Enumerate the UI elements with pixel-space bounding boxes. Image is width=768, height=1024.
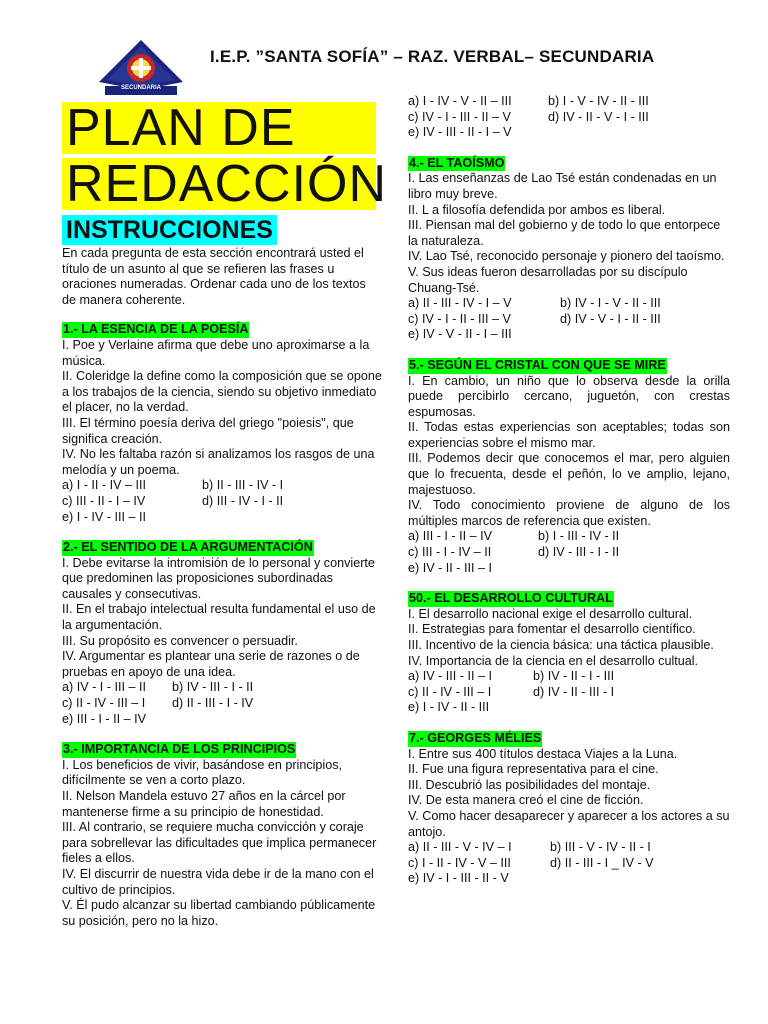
question-heading: 3.- IMPORTANCIA DE LOS PRINCIPIOS (63, 742, 296, 757)
option: e) III - I - II – IV (62, 711, 146, 726)
option: b) IV - I - V - II - III (560, 296, 661, 311)
option: e) IV - I - III - II - V (408, 871, 509, 886)
option: c) I - II - IV - V – III (408, 855, 511, 870)
statement: I. Poe y Verlaine afirma que debe uno aproximarse a la música. (62, 337, 370, 368)
answer-options (408, 840, 730, 887)
option: c) IV - I - III - II – V (408, 109, 511, 124)
statement: IV. Todo conocimiento proviene de alguno de los múltiples marcos de referencia que existen. (408, 498, 730, 528)
option: d) II - III - I - IV (172, 696, 254, 711)
option: a) II - III - IV - I – V (408, 296, 512, 311)
statement: III. Piensan mal del gobierno y de todo lo que entorpece la naturaleza. (408, 218, 721, 248)
option: d) IV - II - V - I - III (548, 109, 649, 124)
option: a) I - II - IV – III (62, 478, 146, 493)
question-heading: 1.- LA ESENCIA DE LA POESÍA (63, 322, 249, 337)
option: d) IV - II - III - I (533, 684, 615, 699)
answer-options (408, 94, 730, 141)
statement: II. Nelson Mandela estuvo 27 años en la cárcel por mantenerse firme a su principio de honestidad. (62, 789, 346, 819)
option: a) IV - I - III – II (62, 680, 146, 695)
title-line-1: PLAN DE (62, 102, 376, 154)
option: b) IV - III - I - II (172, 680, 254, 695)
option: a) III - I - II – IV (408, 529, 492, 544)
statement: IV. Argumentar es plantear una serie de razones o de pruebas en apoyo de una idea. (62, 649, 360, 679)
question-5 (408, 343, 730, 576)
answer-options (62, 478, 382, 525)
statement: IV. De esta manera creó el cine de ficción. (408, 793, 644, 808)
question-heading: 7.- GEORGES MÉLIES (409, 730, 542, 745)
option: c) II - IV - III – I (408, 684, 492, 699)
statement: IV. Importancia de la ciencia en el desarrollo cultual. (408, 653, 699, 668)
question-3 (62, 727, 382, 929)
option: e) IV - II - III – I (408, 560, 492, 575)
option: d) IV - V - I - II - III (560, 311, 661, 326)
question-6 (408, 576, 730, 716)
question-4 (408, 141, 730, 343)
option: b) III - V - IV - II - I (550, 840, 651, 855)
instructions-heading: INSTRUCCIONES (62, 215, 277, 245)
question-heading: 5.- SEGÚN EL CRISTAL CON QUE SE MIRE (409, 357, 666, 372)
answer-options (408, 529, 730, 576)
option: d) IV - III - I - II (538, 545, 620, 560)
question-7 (408, 716, 730, 887)
option: e) IV - III - II - I – V (408, 125, 512, 140)
statement: V. Sus ideas fueron desarrolladas por su discípulo Chuang-Tsé. (408, 264, 688, 295)
statement: V. Como hacer desaparecer y aparecer a los actores a su antojo. (408, 808, 730, 839)
title-line-2: REDACCIÓN (62, 158, 376, 210)
statement: II. Fue una figura representativa para el cine. (408, 762, 659, 777)
left-column (62, 246, 382, 929)
question-heading: 50.- EL DESARROLLO CULTURAL (409, 591, 613, 606)
statement: IV. El discurrir de nuestra vida debe ir de la mano con el cultivo de principios. (62, 866, 374, 897)
option: d) III - IV - I - II (202, 493, 284, 508)
option: a) IV - III - II – I (408, 669, 492, 684)
option: a) II - III - V - IV – I (408, 840, 512, 855)
statement: III. Podemos decir que conocemos el mar, pero alguien que lo frecuenta, desde el peñón, lo ve amplio, lejano, majestuoso. (408, 451, 730, 497)
question-2 (62, 525, 382, 727)
right-column (408, 94, 730, 887)
option: e) I - IV - II - III (408, 700, 490, 715)
instructions-text: En cada pregunta de esta sección encontrará usted el título de un asunto al que se refieren las frases u oraciones numeradas. Ordenar cada uno de los textos de manera coherente. (62, 246, 366, 307)
statement: III. El término poesía deriva del griego "poiesis", que significa creación. (62, 415, 354, 446)
question-heading: 2.- EL SENTIDO DE LA ARGUMENTACIÓN (63, 540, 313, 555)
statement: III. Descubrió las posibilidades del montaje. (408, 777, 651, 792)
option: d) II - III - I _ IV - V (550, 855, 654, 870)
answer-options (62, 680, 382, 727)
statement: IV. No les faltaba razón si analizamos los rasgos de una melodía y un poema. (62, 447, 375, 477)
statement: II. En el trabajo intelectual resulta fundamental el uso de la argumentación. (62, 602, 376, 633)
statement: I. Las enseñanzas de Lao Tsé están condenadas en un libro muy breve. (408, 171, 717, 201)
logo-label: SECUNDARIA (120, 85, 161, 91)
option: c) III - I - IV – II (408, 545, 492, 560)
statement: II. Estrategias para fomentar el desarrollo científico. (408, 622, 696, 637)
statement: V. Él pudo alcanzar su libertad cambiando públicamente su posición, pero no la hizo. (62, 898, 376, 928)
statement: III. Al contrario, se requiere mucha convicción y coraje para sobrellevar las dificultades que implica permanecer fieles a ellos. (62, 820, 377, 866)
statement: I. El desarrollo nacional exige el desarrollo cultural. (408, 606, 693, 621)
option: b) I - III - IV - II (538, 529, 620, 544)
question-heading: 4.- EL TAOÍSMO (409, 155, 505, 170)
statement: I. En cambio, un niño que lo observa desde la orilla puede percibirlo cercano, juguetón, con crestas espumosas. (408, 373, 730, 419)
option: c) II - IV - III – I (62, 696, 146, 711)
option: a) I - IV - V - II – III (408, 94, 512, 108)
statement: II. Coleridge la define como la composición que se opone a los trabajos de la ciencia, siendo su objetivo inmediato el placer, no la verdad. (62, 369, 382, 415)
statement: III. Su propósito es convencer o persuadir. (62, 633, 298, 648)
option: c) III - II - I – IV (62, 493, 146, 508)
statement: I. Debe evitarse la intromisión de lo personal y convierte que predominen las proposiciones subordinadas causales y consecutivas. (62, 555, 375, 601)
option: b) II - III - IV - I (202, 478, 284, 493)
statement: I. Los beneficios de vivir, basándose en principios, difícilmente se ven a corto plazo. (62, 757, 343, 788)
option: c) IV - I - II - III – V (408, 311, 511, 326)
question-1 (62, 308, 382, 525)
statement: II. L a filosofía defendida por ambos es liberal. (408, 202, 666, 217)
answer-options (408, 296, 730, 343)
statement: I. Entre sus 400 títulos destaca Viajes a la Luna. (408, 746, 678, 761)
answer-options (408, 669, 730, 716)
school-logo (95, 38, 187, 96)
statement: II. Todas estas experiencias son aceptables; todas son experiencias sobre el mismo mar. (408, 420, 730, 450)
option: b) IV - II - I - III (533, 669, 615, 684)
option: b) I - V - IV - II - III (548, 94, 649, 108)
option: e) IV - V - II - I – III (408, 327, 512, 342)
option: e) I - IV - III – II (62, 509, 146, 524)
statement: III. Incentivo de la ciencia básica: una táctica plausible. (408, 638, 714, 652)
statement: IV. Lao Tsé, reconocido personaje y pionero del taoísmo. (408, 249, 725, 264)
page-header: I.E.P. ”SANTA SOFÍA” – RAZ. VERBAL– SECUNDARIA (210, 47, 655, 66)
